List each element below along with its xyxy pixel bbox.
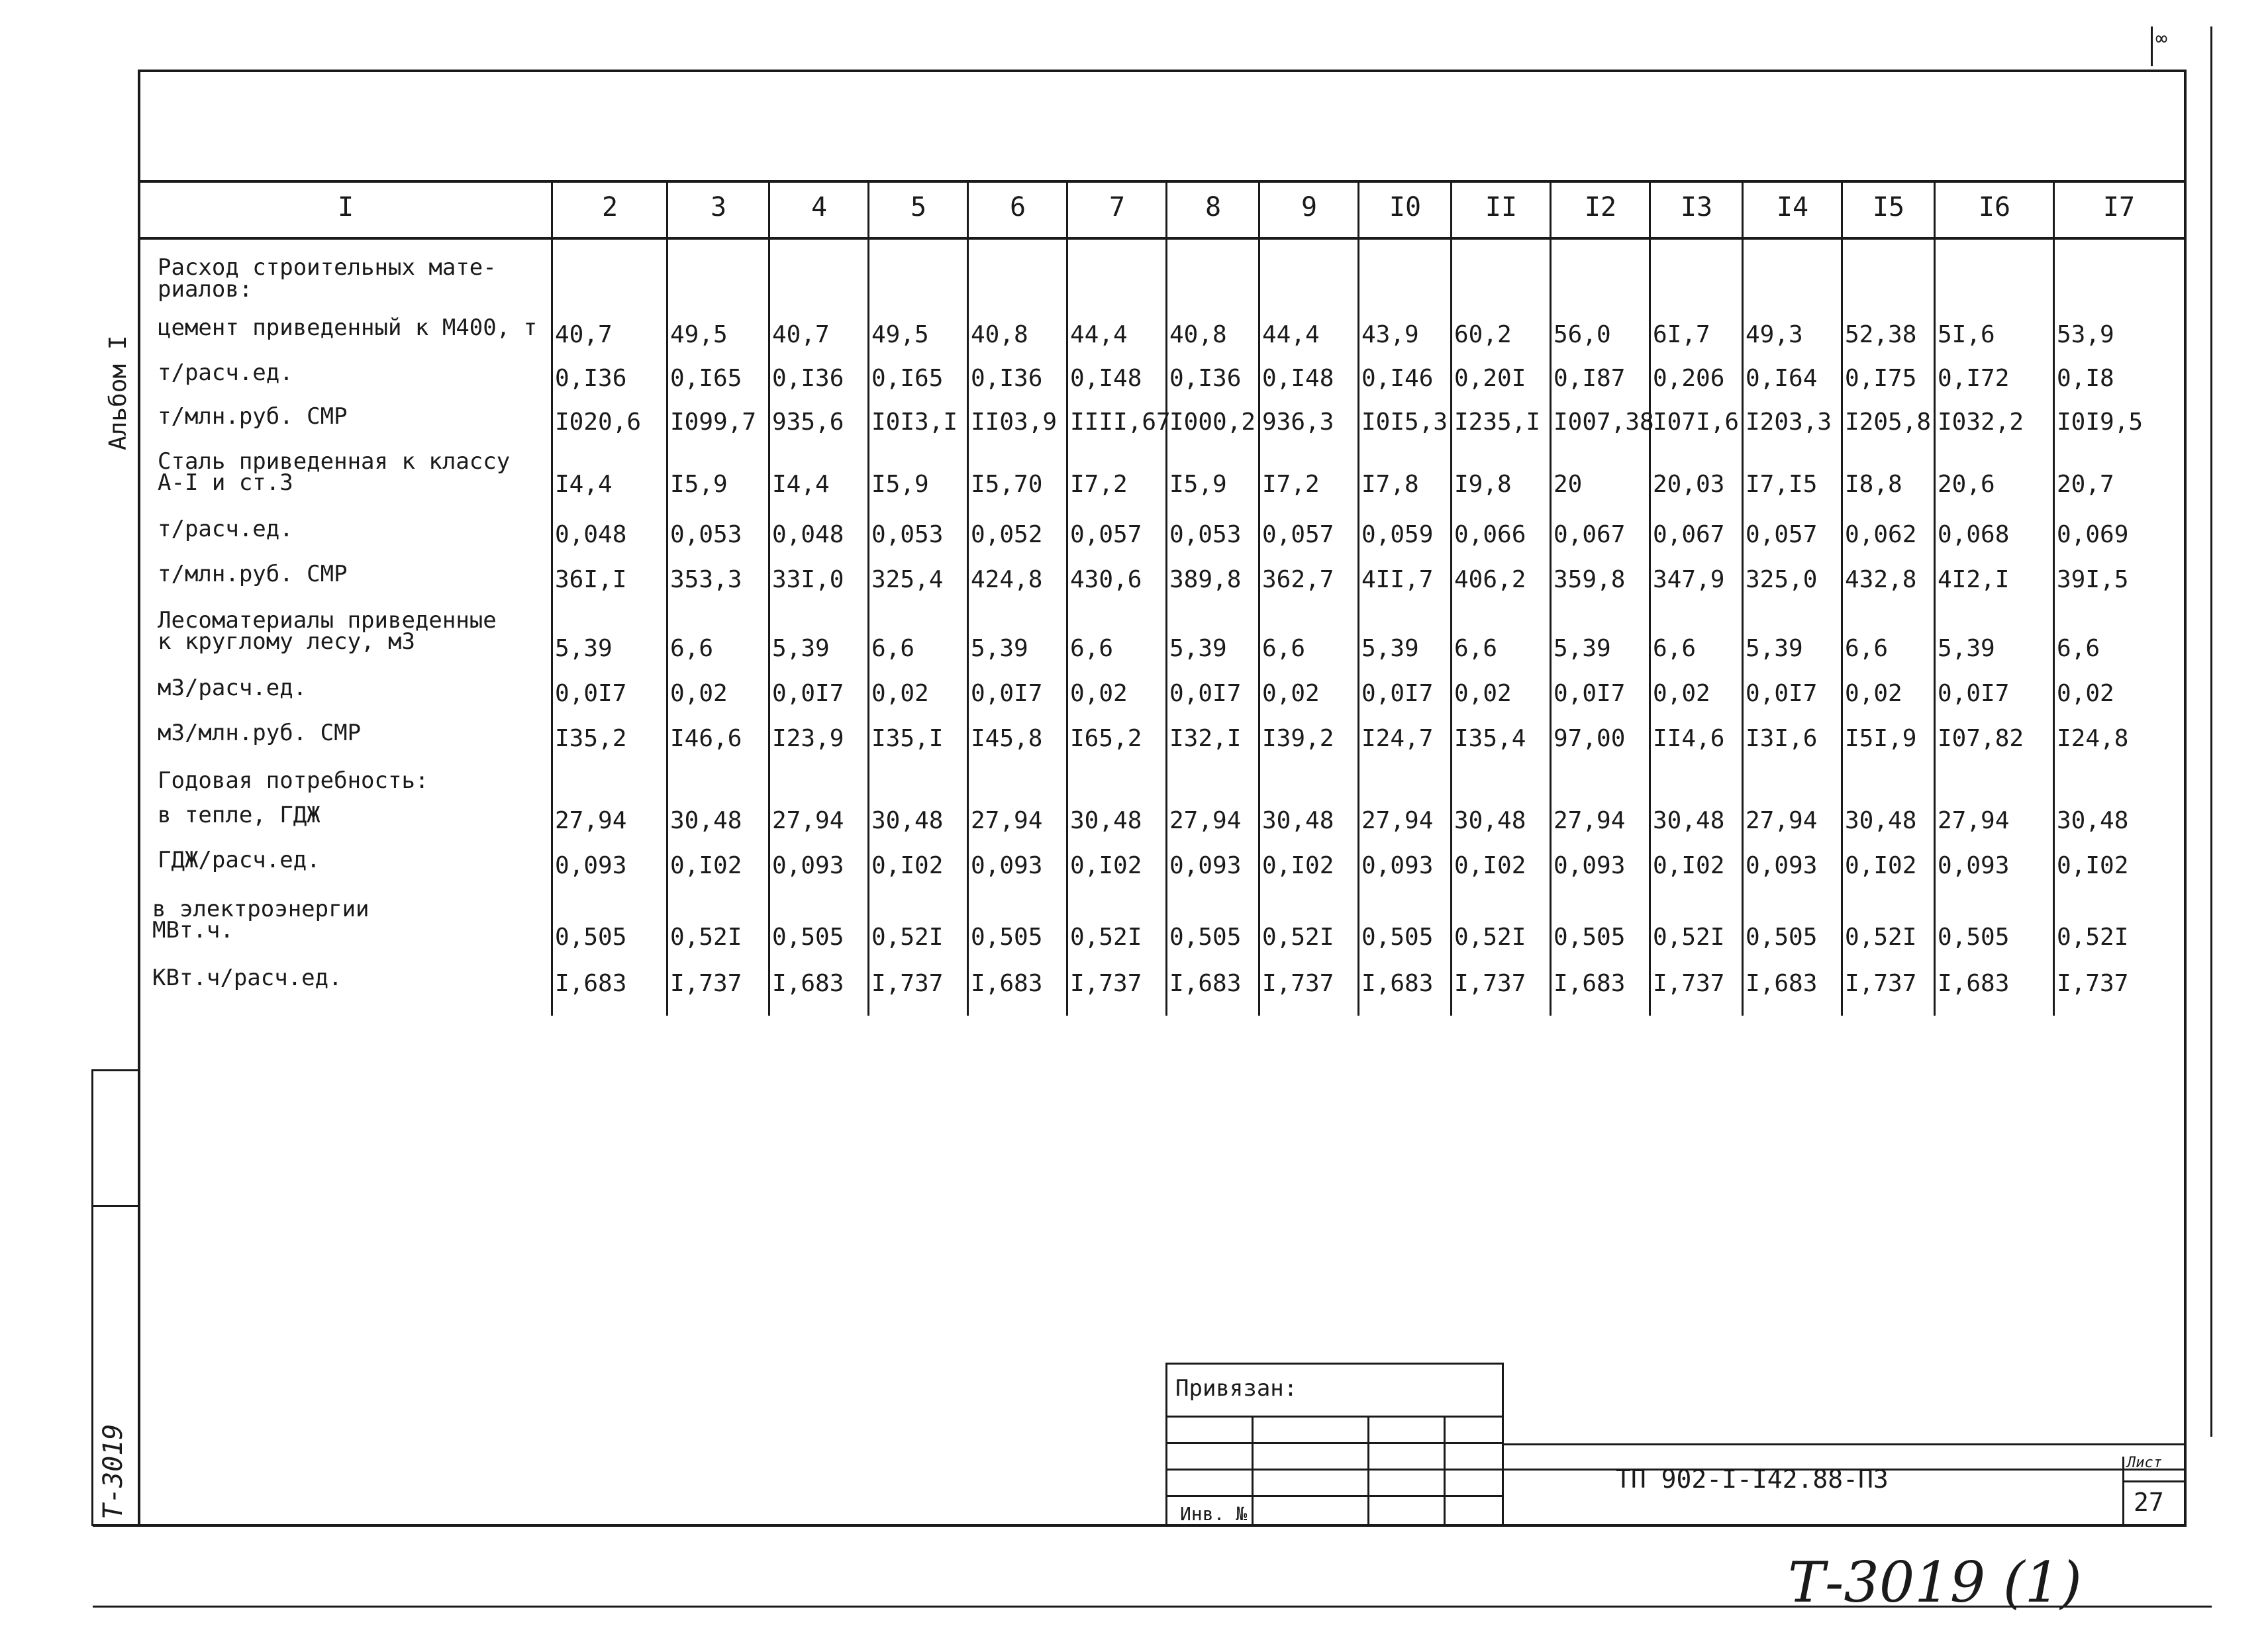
table-cell: 0,52I	[2057, 924, 2129, 951]
table-cell: 0,206	[1653, 365, 1725, 392]
title-block-left-line	[1165, 1363, 1167, 1525]
table-cell: 0,52I	[1262, 924, 1334, 951]
table-cell: 0,048	[772, 521, 844, 548]
table-cell: 359,8	[1553, 566, 1626, 593]
column-header: 3	[710, 192, 727, 222]
column-divider	[1357, 180, 1359, 1016]
table-cell: 362,7	[1262, 566, 1334, 593]
table-cell: 0,02	[2057, 680, 2114, 707]
table-cell: I9,8	[1454, 471, 1512, 498]
table-cell: 936,3	[1262, 409, 1334, 436]
table-cell: 4II,7	[1361, 566, 1434, 593]
table-cell: 0,0I7	[1361, 680, 1434, 707]
title-block-col-line	[1367, 1416, 1369, 1525]
table-cell: 325,0	[1746, 566, 1818, 593]
frame-bottom-border	[93, 1524, 2187, 1527]
column-divider	[1165, 180, 1167, 1016]
table-cell: 0,069	[2057, 521, 2129, 548]
table-cell: 0,062	[1845, 521, 1917, 548]
table-cell: 30,48	[670, 807, 742, 834]
table-cell: I23,9	[772, 725, 844, 752]
table-cell: 0,I02	[2057, 852, 2129, 879]
table-cell: 935,6	[772, 409, 844, 436]
table-cell: I,683	[1553, 970, 1626, 997]
column-header: I2	[1584, 192, 1617, 222]
table-cell: 0,505	[971, 924, 1043, 951]
table-cell: 0,505	[1746, 924, 1818, 951]
table-cell: 5,39	[555, 635, 613, 662]
row-label-timber-line1: Лесоматериалы приведенные	[158, 607, 497, 634]
table-cell: 6,6	[1454, 635, 1498, 662]
table-cell: I0I9,5	[2057, 409, 2144, 436]
row-label-steel-line2: А-I и ст.3	[158, 469, 293, 496]
frame-top-border	[138, 70, 2187, 72]
table-cell: 30,48	[1454, 807, 1526, 834]
table-cell: 20	[1553, 471, 1583, 498]
table-cell: 0,053	[1169, 521, 1242, 548]
table-cell: 27,94	[1938, 807, 2010, 834]
table-cell: 0,I02	[1070, 852, 1142, 879]
table-cell: 353,3	[670, 566, 742, 593]
table-cell: I46,6	[670, 725, 742, 752]
table-cell: 20,7	[2057, 471, 2114, 498]
inventory-label: Инв. №	[1180, 1503, 1248, 1525]
row-label-materials-line1: Расход строительных мате-	[158, 254, 497, 281]
table-cell: I39,2	[1262, 725, 1334, 752]
table-header-bottom-line	[138, 237, 2187, 240]
table-cell: 0,I48	[1070, 365, 1142, 392]
document-designation: ТП 902-I-I42.88-ПЗ	[1616, 1465, 1889, 1494]
row-label: м3/расч.ед.	[158, 675, 307, 701]
table-cell: 0,0I7	[1169, 680, 1242, 707]
table-cell: 0,02	[1845, 680, 1902, 707]
title-block-top-line	[1165, 1363, 1503, 1365]
table-cell: 0,057	[1070, 521, 1142, 548]
table-cell: 49,5	[670, 321, 728, 348]
table-cell: 0,I65	[670, 365, 742, 392]
table-cell: 0,I64	[1746, 365, 1818, 392]
table-cell: I000,2	[1169, 409, 1256, 436]
table-cell: 40,7	[555, 321, 613, 348]
column-header: I5	[1872, 192, 1905, 222]
table-cell: 30,48	[1845, 807, 1917, 834]
table-cell: I5,9	[670, 471, 728, 498]
table-cell: 0,I36	[971, 365, 1043, 392]
column-divider	[1934, 180, 1936, 1016]
table-cell: 0,I36	[772, 365, 844, 392]
table-cell: 49,3	[1746, 321, 1803, 348]
table-cell: 406,2	[1454, 566, 1526, 593]
column-divider	[967, 180, 969, 1016]
table-cell: II4,6	[1653, 725, 1725, 752]
table-cell: I35,4	[1454, 725, 1526, 752]
sheet-number: 27	[2134, 1488, 2164, 1517]
row-label-electricity-line1: в электроэнергии	[152, 896, 370, 922]
table-cell: I35,2	[555, 725, 627, 752]
bottom-stamp: Т-3019 (1)	[1788, 1550, 2082, 1615]
title-block-line	[1165, 1416, 1503, 1418]
row-label-cement: цемент приведенный к М400, т	[158, 314, 538, 341]
table-cell: I24,8	[2057, 725, 2129, 752]
table-cell: 347,9	[1653, 566, 1725, 593]
row-label: т/расч.ед.	[158, 360, 293, 386]
table-cell: 53,9	[2057, 321, 2114, 348]
row-label: т/расч.ед.	[158, 516, 293, 542]
table-cell: I32,I	[1169, 725, 1242, 752]
outer-right-line	[2210, 26, 2212, 1437]
table-cell: 0,505	[1361, 924, 1434, 951]
column-divider	[551, 180, 553, 1016]
table-cell: 0,505	[1169, 924, 1242, 951]
table-cell: 0,0I7	[971, 680, 1043, 707]
table-cell: 43,9	[1361, 321, 1419, 348]
table-cell: I45,8	[971, 725, 1043, 752]
row-label: в тепле, ГДЖ	[158, 802, 320, 828]
table-cell: 49,5	[871, 321, 929, 348]
table-cell: 0,093	[1746, 852, 1818, 879]
column-header: 6	[1009, 192, 1026, 222]
table-cell: 6,6	[670, 635, 714, 662]
column-divider	[867, 180, 869, 1016]
table-cell: I3I,6	[1746, 725, 1818, 752]
table-cell: 0,52I	[670, 924, 742, 951]
column-header: 4	[811, 192, 828, 222]
column-header: 7	[1109, 192, 1126, 222]
table-cell: 0,52I	[1653, 924, 1725, 951]
table-cell: IIII,67	[1070, 409, 1171, 436]
table-cell: 0,093	[1553, 852, 1626, 879]
table-cell: I4,4	[772, 471, 830, 498]
column-divider	[666, 180, 668, 1016]
table-cell: 0,048	[555, 521, 627, 548]
table-cell: 4I2,I	[1938, 566, 2010, 593]
table-cell: I,737	[1070, 970, 1142, 997]
table-cell: 0,053	[670, 521, 742, 548]
table-cell: 0,02	[1454, 680, 1512, 707]
table-cell: 0,052	[971, 521, 1043, 548]
table-cell: 424,8	[971, 566, 1043, 593]
table-cell: 5,39	[1361, 635, 1419, 662]
table-cell: 6,6	[1070, 635, 1114, 662]
table-cell: I,737	[1845, 970, 1917, 997]
table-cell: 0,0I7	[1553, 680, 1626, 707]
column-divider	[1450, 180, 1452, 1016]
column-header: 8	[1205, 192, 1222, 222]
table-cell: 20,03	[1653, 471, 1725, 498]
table-cell: 0,0I7	[1746, 680, 1818, 707]
frame-right-border	[2184, 70, 2187, 1526]
table-cell: 56,0	[1553, 321, 1611, 348]
row-label: ГДЖ/расч.ед.	[158, 847, 320, 873]
table-cell: 0,I02	[670, 852, 742, 879]
table-cell: 30,48	[2057, 807, 2129, 834]
title-block-main-line	[1502, 1443, 2185, 1445]
table-cell: 0,I87	[1553, 365, 1626, 392]
table-cell: 0,093	[1169, 852, 1242, 879]
table-cell: I203,3	[1746, 409, 1832, 436]
table-cell: 5I,6	[1938, 321, 1995, 348]
table-cell: I8,8	[1845, 471, 1902, 498]
table-cell: I65,2	[1070, 725, 1142, 752]
table-cell: I007,38	[1553, 409, 1654, 436]
row-label: м3/млн.руб. СМР	[158, 720, 362, 746]
table-cell: 40,7	[772, 321, 830, 348]
table-cell: 0,0I7	[555, 680, 627, 707]
column-header: II	[1485, 192, 1518, 222]
table-cell: 0,02	[1070, 680, 1128, 707]
table-cell: I,737	[670, 970, 742, 997]
corner-mark-line	[2151, 26, 2153, 66]
table-cell: 0,I75	[1845, 365, 1917, 392]
table-cell: I5,9	[871, 471, 929, 498]
column-header: 2	[601, 192, 618, 222]
table-cell: I07,82	[1938, 725, 2024, 752]
table-cell: 97,00	[1553, 725, 1626, 752]
table-cell: 0,067	[1653, 521, 1725, 548]
table-cell: 0,093	[1361, 852, 1434, 879]
table-cell: 0,093	[1938, 852, 2010, 879]
table-cell: 430,6	[1070, 566, 1142, 593]
table-cell: 20,6	[1938, 471, 1995, 498]
side-strip-top-line	[91, 1069, 139, 1071]
table-cell: 0,I02	[871, 852, 944, 879]
table-cell: I7,2	[1262, 471, 1320, 498]
table-cell: 6,6	[1653, 635, 1697, 662]
side-stamp: Т-3019	[98, 1424, 128, 1520]
table-cell: 0,I48	[1262, 365, 1334, 392]
table-cell: I235,I	[1454, 409, 1541, 436]
table-cell: 6,6	[1845, 635, 1889, 662]
table-cell: 36I,I	[555, 566, 627, 593]
table-cell: 27,94	[555, 807, 627, 834]
table-cell: 0,067	[1553, 521, 1626, 548]
table-cell: 389,8	[1169, 566, 1242, 593]
table-cell: 0,053	[871, 521, 944, 548]
column-divider	[1649, 180, 1651, 1016]
table-cell: I0I3,I	[871, 409, 958, 436]
table-cell: 60,2	[1454, 321, 1512, 348]
table-cell: 40,8	[1169, 321, 1227, 348]
row-label-electricity-line2: МВт.ч.	[152, 917, 234, 943]
table-cell: I,737	[1262, 970, 1334, 997]
table-cell: 27,94	[1361, 807, 1434, 834]
table-cell: 0,I02	[1845, 852, 1917, 879]
table-cell: 5,39	[971, 635, 1028, 662]
sheet-label: Лист	[2127, 1455, 2162, 1471]
table-cell: 5,39	[1553, 635, 1611, 662]
table-cell: I0I5,3	[1361, 409, 1448, 436]
table-cell: 0,I02	[1262, 852, 1334, 879]
row-label-materials-line2: риалов:	[158, 276, 253, 303]
table-cell: 6,6	[2057, 635, 2100, 662]
table-cell: I,737	[2057, 970, 2129, 997]
column-divider	[1742, 180, 1744, 1016]
table-cell: 0,505	[555, 924, 627, 951]
table-cell: I35,I	[871, 725, 944, 752]
table-cell: 6I,7	[1653, 321, 1710, 348]
table-cell: I099,7	[670, 409, 757, 436]
row-label-annual-need: Годовая потребность:	[158, 767, 429, 794]
table-cell: 0,0I7	[772, 680, 844, 707]
table-cell: 0,093	[971, 852, 1043, 879]
table-cell: 0,02	[670, 680, 728, 707]
table-cell: 0,52I	[871, 924, 944, 951]
table-cell: 432,8	[1845, 566, 1917, 593]
table-cell: 0,I02	[1454, 852, 1526, 879]
table-cell: 39I,5	[2057, 566, 2129, 593]
table-cell: I5I,9	[1845, 725, 1917, 752]
table-cell: 30,48	[1262, 807, 1334, 834]
table-cell: 27,94	[772, 807, 844, 834]
table-cell: 33I,0	[772, 566, 844, 593]
column-header: I4	[1776, 192, 1809, 222]
column-header: 9	[1301, 192, 1318, 222]
table-cell: I,683	[555, 970, 627, 997]
title-block-line	[1165, 1442, 1503, 1444]
table-cell: 0,505	[772, 924, 844, 951]
row-label-steel-line1: Сталь приведенная к классу	[158, 448, 511, 475]
table-cell: 5,39	[1938, 635, 1995, 662]
table-cell: 0,093	[555, 852, 627, 879]
table-cell: I5,70	[971, 471, 1043, 498]
table-cell: I24,7	[1361, 725, 1434, 752]
table-cell: I7,2	[1070, 471, 1128, 498]
table-cell: I,683	[1361, 970, 1434, 997]
table-cell: 5,39	[772, 635, 830, 662]
table-cell: 0,I36	[1169, 365, 1242, 392]
table-cell: I,683	[971, 970, 1043, 997]
table-cell: 0,02	[1262, 680, 1320, 707]
table-cell: I5,9	[1169, 471, 1227, 498]
table-cell: 0,I8	[2057, 365, 2114, 392]
table-cell: II03,9	[971, 409, 1058, 436]
table-header-top-line	[138, 180, 2187, 183]
column-header: I	[337, 192, 354, 222]
table-cell: 0,20I	[1454, 365, 1526, 392]
column-header: 5	[910, 192, 927, 222]
column-divider	[1066, 180, 1068, 1016]
table-cell: I,737	[871, 970, 944, 997]
table-cell: 27,94	[1746, 807, 1818, 834]
sheet-number-box-line	[2122, 1457, 2124, 1525]
sheet-corner-mark: ∞	[2155, 27, 2168, 50]
column-header: I6	[1978, 192, 2011, 222]
table-cell: 0,059	[1361, 521, 1434, 548]
table-cell: 0,52I	[1845, 924, 1917, 951]
table-cell: 0,I02	[1653, 852, 1725, 879]
column-divider	[768, 180, 770, 1016]
table-cell: I4,4	[555, 471, 613, 498]
table-cell: 0,02	[871, 680, 929, 707]
album-label: Альбом I	[105, 335, 132, 450]
side-strip-mid-line	[91, 1205, 139, 1207]
side-strip-left-line	[91, 1069, 93, 1526]
table-cell: I,737	[1454, 970, 1526, 997]
table-cell: 0,02	[1653, 680, 1710, 707]
table-cell: 27,94	[1169, 807, 1242, 834]
table-cell: 325,4	[871, 566, 944, 593]
table-cell: 0,068	[1938, 521, 2010, 548]
title-block-col-line	[1252, 1416, 1254, 1525]
table-cell: 0,066	[1454, 521, 1526, 548]
table-cell: I032,2	[1938, 409, 2024, 436]
table-cell: I7,8	[1361, 471, 1419, 498]
table-cell: 5,39	[1169, 635, 1227, 662]
title-block-line	[1165, 1495, 1503, 1497]
table-cell: 6,6	[871, 635, 915, 662]
column-header: I3	[1680, 192, 1713, 222]
table-cell: 30,48	[1653, 807, 1725, 834]
table-cell: 40,8	[971, 321, 1028, 348]
table-cell: I205,8	[1845, 409, 1932, 436]
row-label: т/млн.руб. СМР	[158, 561, 348, 587]
table-cell: 27,94	[971, 807, 1043, 834]
table-cell: I07I,6	[1653, 409, 1740, 436]
title-block-col-line	[1444, 1416, 1446, 1525]
column-header: I0	[1389, 192, 1422, 222]
table-cell: I7,I5	[1746, 471, 1818, 498]
table-cell: 27,94	[1553, 807, 1626, 834]
sheet-number-box-line	[2122, 1480, 2185, 1482]
table-cell: I,683	[1938, 970, 2010, 997]
table-cell: 30,48	[871, 807, 944, 834]
column-divider	[2053, 180, 2055, 1016]
table-cell: 0,52I	[1454, 924, 1526, 951]
table-cell: 0,I36	[555, 365, 627, 392]
table-cell: 0,I46	[1361, 365, 1434, 392]
row-label-timber-line2: к круглому лесу, м3	[158, 628, 415, 655]
table-cell: 0,52I	[1070, 924, 1142, 951]
row-label: т/млн.руб. СМР	[158, 403, 348, 430]
table-cell: 30,48	[1070, 807, 1142, 834]
table-cell: 0,I65	[871, 365, 944, 392]
table-cell: I,683	[1169, 970, 1242, 997]
table-cell: 0,057	[1262, 521, 1334, 548]
table-cell: I,683	[772, 970, 844, 997]
table-cell: 0,505	[1938, 924, 2010, 951]
column-divider	[1258, 180, 1260, 1016]
table-cell: 0,0I7	[1938, 680, 2010, 707]
column-divider	[1550, 180, 1552, 1016]
bound-label: Привязан:	[1175, 1375, 1298, 1402]
table-cell: 0,I72	[1938, 365, 2010, 392]
frame-left-border	[138, 70, 140, 1526]
column-header: I7	[2102, 192, 2136, 222]
table-cell: 0,057	[1746, 521, 1818, 548]
table-cell: 6,6	[1262, 635, 1306, 662]
table-cell: I,683	[1746, 970, 1818, 997]
table-cell: 44,4	[1262, 321, 1320, 348]
column-divider	[1841, 180, 1843, 1016]
table-cell: 0,505	[1553, 924, 1626, 951]
table-cell: 0,093	[772, 852, 844, 879]
table-cell: I,737	[1653, 970, 1725, 997]
table-cell: I020,6	[555, 409, 642, 436]
table-cell: 44,4	[1070, 321, 1128, 348]
table-cell: 52,38	[1845, 321, 1917, 348]
table-cell: 5,39	[1746, 635, 1803, 662]
row-label: КВт.ч/расч.ед.	[152, 965, 342, 991]
